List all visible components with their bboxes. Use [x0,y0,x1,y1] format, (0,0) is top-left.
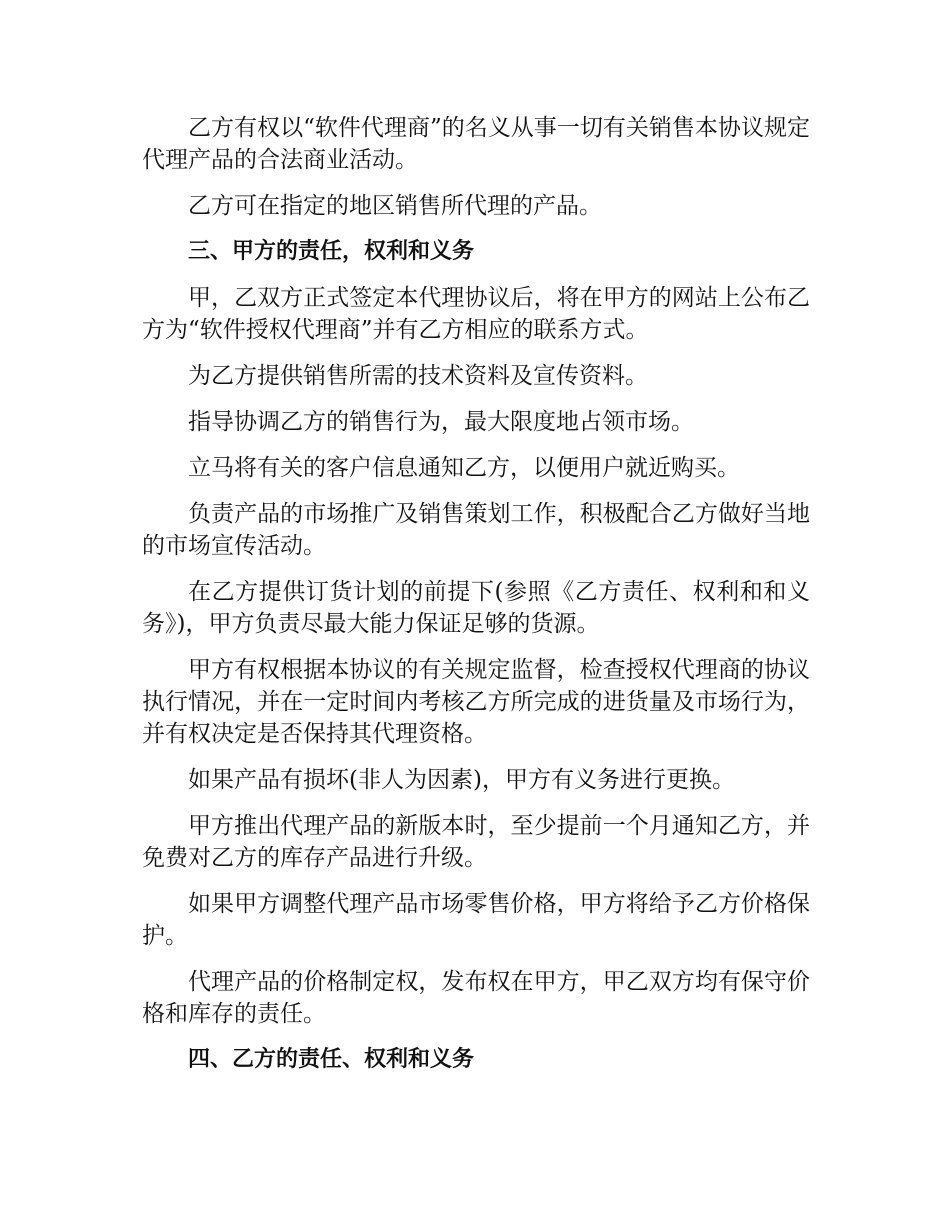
paragraph: 指导协调乙方的销售行为，最大限度地占领市场。 [188,409,694,435]
paragraph: 在乙方提供订货计划的前提下(参照《乙方责任、权利和和义务》)，甲方负责尽最大能力保证足够的货源。 [142,579,810,637]
paragraph: 甲方推出代理产品的新版本时，至少提前一个月通知乙方，并免费对乙方的库存产品进行升级。 [142,813,810,871]
paragraph: 如果产品有损坏(非人为因素)，甲方有义务进行更换。 [188,767,735,793]
paragraph: 甲方有权根据本协议的有关规定监督，检查授权代理商的协议执行情况，并在一定时间内考核乙方所完成的进货量及市场行为，并有权决定是否保持其代理资格。 [142,657,810,747]
section-heading: 四、乙方的责任、权利和义务 [188,1047,475,1072]
section-heading: 三、甲方的责任，权利和义务 [188,239,475,264]
document-body [142,112,810,1090]
paragraph: 乙方有权以“软件代理商”的名义从事一切有关销售本协议规定代理产品的合法商业活动。 [142,115,810,173]
paragraph: 负责产品的市场推广及销售策划工作，积极配合乙方做好当地的市场宣传活动。 [142,501,810,559]
paragraph: 代理产品的价格制定权，发布权在甲方，甲乙双方均有保守价格和库存的责任。 [142,969,810,1027]
paragraph: 为乙方提供销售所需的技术资料及宣传资料。 [188,363,648,389]
paragraph: 甲，乙双方正式签定本代理协议后，将在甲方的网站上公布乙方为“软件授权代理商”并有乙方相应的联系方式。 [142,285,810,343]
paragraph: 立马将有关的客户信息通知乙方，以便用户就近购买。 [188,455,740,481]
paragraph: 乙方可在指定的地区销售所代理的产品。 [188,193,602,219]
paragraph: 如果甲方调整代理产品市场零售价格，甲方将给予乙方价格保护。 [142,891,810,949]
